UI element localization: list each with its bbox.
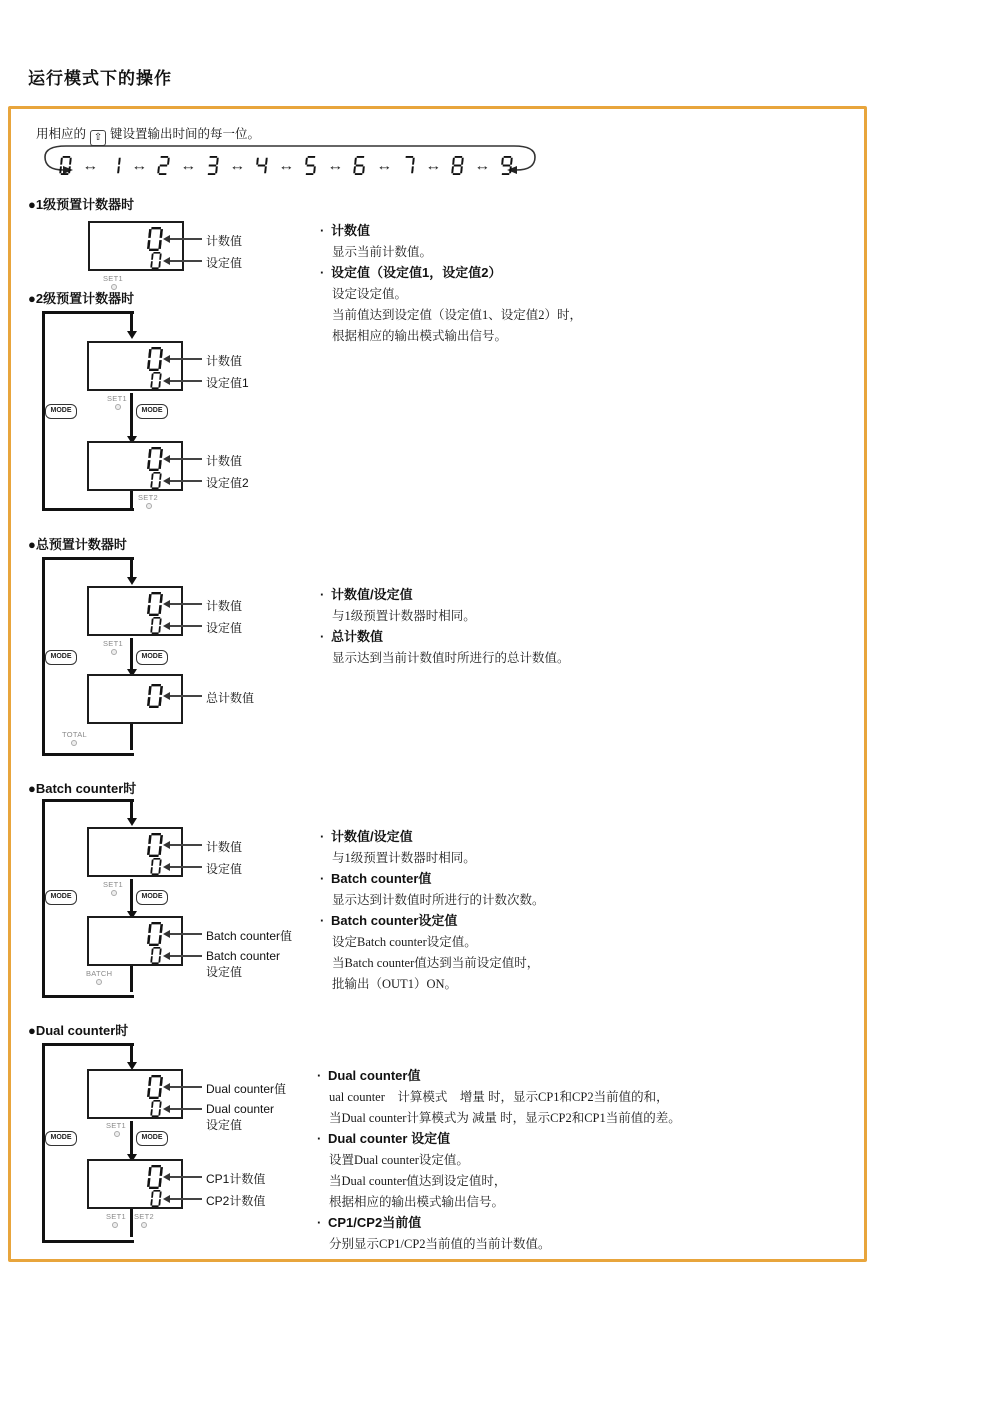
indicator-label: SET1: [107, 394, 127, 403]
intro-prefix: 用相应的: [36, 127, 87, 141]
mode-button: MODE: [136, 404, 168, 419]
flow-line: [130, 966, 133, 992]
indicator-label: TOTAL: [62, 730, 87, 739]
display-row-label: 计数值: [206, 234, 243, 248]
flow-line: [130, 491, 133, 508]
indicator-label: SET1: [103, 639, 123, 648]
display-digit: [148, 1075, 162, 1099]
pointer-arrow: [163, 1105, 170, 1113]
up-arrow-glyph: ⇧: [93, 132, 103, 143]
indicator-dot: [111, 649, 117, 655]
indicator-dot: [112, 1222, 118, 1228]
both-ways-arrow: ↔: [473, 158, 491, 173]
digit-cycle: [60, 156, 512, 175]
mode-button: MODE: [45, 650, 77, 665]
display-digit: [151, 947, 161, 964]
flow-line: [130, 638, 133, 670]
pointer-arrow: [163, 377, 170, 385]
pointer-arrow: [163, 477, 170, 485]
display-row-label: 设定值: [206, 621, 243, 635]
note-line: ual counter 计算模式 增量 时，显示CP1和CP2当前值的和，: [329, 1090, 669, 1104]
flow-line: [130, 557, 133, 578]
note-heading: · 设定值（设定值1，设定值2）: [318, 263, 863, 283]
section-heading-total: ●总预置计数器时: [28, 537, 127, 552]
pointer-arrow: [163, 355, 170, 363]
pointer-arrow: [163, 257, 170, 265]
indicator-dot: [111, 890, 117, 896]
indicator-dot: [114, 1131, 120, 1137]
pointer-arrow: [163, 235, 170, 243]
pointer-arrow: [163, 622, 170, 630]
display-row-label: Batch counter值: [206, 929, 293, 943]
flow-line: [130, 311, 133, 332]
display-row-label: 计数值: [206, 840, 243, 854]
note-heading: · Dual counter值: [315, 1066, 860, 1086]
seg-digit-5: [305, 156, 316, 175]
indicator-dot: [115, 404, 121, 410]
note-line: 显示达到当前计数值时所进行的总计数值。: [332, 651, 570, 665]
display-row-label: Dual counter: [206, 1102, 275, 1116]
note-line: 当Batch counter值达到当前设定值时，: [332, 956, 540, 970]
pointer-line: [170, 603, 202, 605]
note-heading: · Dual counter 设定值: [315, 1129, 860, 1149]
seg-digit-2: [158, 156, 169, 175]
section-heading-batch: ●Batch counter时: [28, 781, 137, 796]
display-row-label: 设定值1: [206, 376, 249, 390]
intro-suffix: 键设置输出时间的每一位。: [110, 127, 261, 141]
pointer-line: [170, 1086, 202, 1088]
indicator-label: SET1: [106, 1212, 126, 1221]
display-digit: [148, 833, 162, 857]
seg-digit-0: [60, 156, 71, 175]
indicator-label: SET2: [134, 1212, 154, 1221]
indicator-label: SET1: [106, 1121, 126, 1130]
seg-digit-1: [109, 156, 120, 175]
notes-total: [318, 585, 863, 669]
note-line: 与1级预置计数器时相同。: [332, 851, 476, 865]
section-heading-1stage: ●1级预置计数器时: [28, 197, 135, 212]
seg-digit-6: [354, 156, 365, 175]
display-digit: [148, 1165, 162, 1189]
pointer-line: [170, 1198, 202, 1200]
note-line: 显示当前计数值。: [332, 245, 433, 259]
display-row-label: CP1计数值: [206, 1172, 266, 1186]
pointer-arrow: [163, 930, 170, 938]
indicator-dot: [71, 740, 77, 746]
display-row-label: 计数值: [206, 354, 243, 368]
flow-line: [130, 393, 133, 437]
both-ways-arrow: ↔: [375, 158, 393, 173]
arrow-head: [127, 331, 137, 339]
flow-line: [130, 879, 133, 912]
both-ways-arrow: ↔: [326, 158, 344, 173]
display-digit: [151, 472, 161, 489]
pointer-arrow: [163, 952, 170, 960]
mode-button: MODE: [136, 650, 168, 665]
pointer-line: [170, 625, 202, 627]
pointer-line: [170, 844, 202, 846]
mode-button: MODE: [45, 404, 77, 419]
notes-1stage: [318, 221, 863, 347]
pointer-line: [170, 480, 202, 482]
section-heading-2stage: ●2级预置计数器时: [28, 291, 135, 306]
note-line: 当Dual counter计算模式为 减量 时，显示CP2和CP1当前值的差。: [329, 1111, 681, 1125]
display-row-label: 设定值2: [206, 476, 249, 490]
flow-line: [130, 1043, 133, 1063]
pointer-line: [170, 238, 202, 240]
note-heading: · 计数值: [318, 221, 863, 241]
pointer-arrow: [163, 1083, 170, 1091]
section-heading-dual: ●Dual counter时: [28, 1023, 129, 1038]
note-line: 根据相应的输出模式输出信号。: [332, 329, 508, 343]
mode-button: MODE: [45, 890, 77, 905]
note-line: 设置Dual counter设定值。: [329, 1153, 469, 1167]
note-heading: · 总计数值: [318, 627, 863, 647]
display-row-label: 计数值: [206, 454, 243, 468]
mode-button: MODE: [136, 1131, 168, 1146]
display-digit: [148, 447, 162, 471]
pointer-line: [170, 933, 202, 935]
arrow-head: [127, 577, 137, 585]
pointer-arrow: [163, 863, 170, 871]
pointer-line: [170, 1108, 202, 1110]
display-row-label: CP2计数值: [206, 1194, 266, 1208]
note-line: 设定设定值。: [332, 287, 408, 301]
display-digit: [148, 922, 162, 946]
pointer-line: [170, 358, 202, 360]
pointer-line: [170, 380, 202, 382]
note-line: 根据相应的输出模式输出信号。: [329, 1195, 505, 1209]
display-row-label: 设定值: [206, 256, 243, 270]
display-digit: [151, 617, 161, 634]
notes-dual: [315, 1066, 860, 1255]
pointer-line: [170, 1176, 202, 1178]
note-heading: · 计数值/设定值: [318, 827, 863, 847]
seg-digit-7: [403, 156, 414, 175]
both-ways-arrow: ↔: [277, 158, 295, 173]
display-row-label: 总计数值: [206, 691, 255, 705]
note-heading: · CP1/CP2当前值: [315, 1213, 860, 1233]
display-row-label: 设定值: [206, 965, 243, 979]
indicator-label: BATCH: [86, 969, 113, 978]
mode-button: MODE: [136, 890, 168, 905]
display-row-label: Dual counter值: [206, 1082, 287, 1096]
flow-line: [130, 724, 133, 750]
note-line: 当Dual counter值达到设定值时，: [329, 1174, 507, 1188]
note-line: 显示达到计数值时所进行的计数次数。: [332, 893, 545, 907]
display-digit: [148, 347, 162, 371]
mode-button: MODE: [45, 1131, 77, 1146]
both-ways-arrow: ↔: [424, 158, 442, 173]
page-title: 运行模式下的操作: [28, 69, 172, 88]
note-line: 设定Batch counter设定值。: [332, 935, 477, 949]
display-digit: [151, 1190, 161, 1207]
pointer-arrow: [163, 692, 170, 700]
both-ways-arrow: ↔: [179, 158, 197, 173]
note-heading: · 计数值/设定值: [318, 585, 863, 605]
indicator-label: SET2: [138, 493, 158, 502]
display-row-label: Batch counter: [206, 949, 281, 963]
indicator-label: SET1: [103, 274, 123, 283]
both-ways-arrow: ↔: [130, 158, 148, 173]
indicator-dot: [146, 503, 152, 509]
both-ways-arrow: ↔: [81, 158, 99, 173]
note-heading: · Batch counter值: [318, 869, 863, 889]
display-digit: [148, 684, 162, 708]
display-digit: [151, 252, 161, 269]
seg-digit-9: [501, 156, 512, 175]
both-ways-arrow: ↔: [228, 158, 246, 173]
display-digit: [148, 592, 162, 616]
seg-digit-4: [256, 156, 267, 175]
note-line: 与1级预置计数器时相同。: [332, 609, 476, 623]
display-digit: [151, 1100, 161, 1117]
seg-digit-8: [452, 156, 463, 175]
pointer-line: [170, 955, 202, 957]
pointer-arrow: [163, 841, 170, 849]
notes-batch: [318, 827, 863, 995]
pointer-arrow: [163, 1195, 170, 1203]
pointer-arrow: [163, 455, 170, 463]
display-digit: [151, 858, 161, 875]
flow-line: [130, 1209, 133, 1237]
note-heading: · Batch counter设定值: [318, 911, 863, 931]
pointer-line: [170, 260, 202, 262]
pointer-line: [170, 695, 202, 697]
pointer-arrow: [163, 1173, 170, 1181]
arrow-head: [127, 818, 137, 826]
display-digit: [148, 227, 162, 251]
display-row-label: 计数值: [206, 599, 243, 613]
display-row-label: 设定值: [206, 1118, 243, 1132]
flow-line: [130, 1121, 133, 1155]
note-line: 分别显示CP1/CP2当前值的当前计数值。: [329, 1237, 551, 1251]
pointer-arrow: [163, 600, 170, 608]
seg-digit-3: [207, 156, 218, 175]
note-line: 批输出（OUT1）ON。: [332, 977, 457, 991]
flow-line: [130, 799, 133, 819]
pointer-line: [170, 458, 202, 460]
note-line: 当前值达到设定值（设定值1、设定值2）时，: [332, 308, 583, 322]
indicator-dot: [141, 1222, 147, 1228]
indicator-dot: [96, 979, 102, 985]
display-row-label: 设定值: [206, 862, 243, 876]
pointer-line: [170, 866, 202, 868]
indicator-label: SET1: [103, 880, 123, 889]
display-digit: [151, 372, 161, 389]
